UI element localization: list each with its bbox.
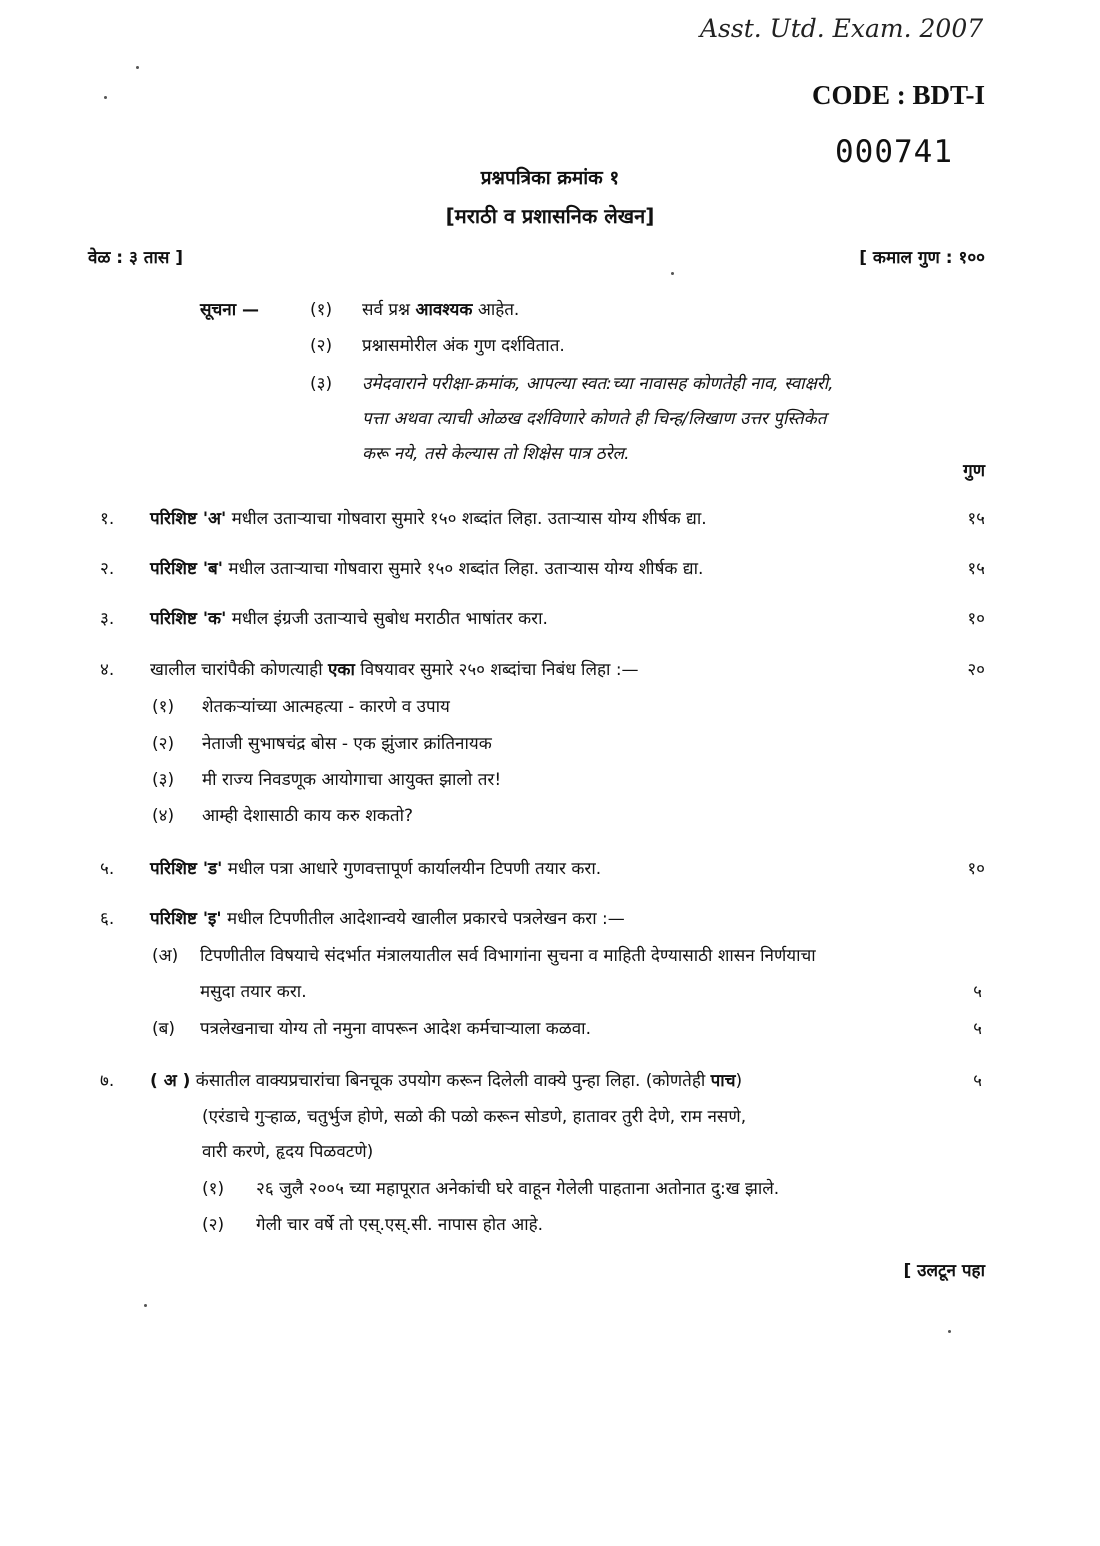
question-body: मधील पत्रा आधारे गुणवत्तापूर्ण कार्यालयीन टिपणी तयार करा. [222,859,602,879]
turn-over-note: [ उलटून पहा [903,1261,985,1281]
question-emphasis: पाच [710,1071,736,1091]
instruction-number: (३) [310,374,333,394]
sub-question: टिपणीतील विषयाचे संदर्भात मंत्रालयातील सर्व विभागांना सुचना व माहिती देण्यासाठी शासन निर्णयाचा [200,946,816,966]
question-body: मधील उताऱ्याचा गोषवारा सुमारे १५० शब्दांत लिहा. उताऱ्यास योग्य शीर्षक द्या. [222,559,704,579]
question-number: २. [100,559,115,579]
question-marks: १० [967,609,985,629]
marks-header: गुण [963,461,985,481]
instruction-line: पत्ता अथवा त्याची ओळख दर्शविणारे कोणते ही चिन्ह/लिखाण उत्तर पुस्तिकेत [362,409,827,429]
instructions-label: सूचना — [200,300,260,320]
time-allowed: वेळ : ३ तास ] [88,248,184,268]
sub-question: पत्रलेखनाचा योग्य तो नमुना वापरून आदेश कर्मचाऱ्याला कळवा. [200,1019,591,1039]
question-number: १. [100,509,115,529]
instruction-number: (२) [310,336,333,356]
sub-number: (३) [152,770,175,790]
question-marks: १५ [967,559,985,579]
sub-number: (ब) [152,1019,175,1039]
scan-speck [144,1304,147,1307]
handwritten-note: Asst. Utd. Exam. 2007 [700,14,984,43]
sentence: गेली चार वर्षे तो एस्.एस्.सी. नापास होत आहे. [256,1215,544,1235]
instruction-text: सर्व प्रश्न [362,300,416,320]
appendix-ref: परिशिष्ट 'ब' [150,559,223,579]
question-number: ५. [100,859,115,879]
question-text [150,556,703,579]
question-number: ६. [100,909,115,929]
question-text [150,506,707,529]
scan-speck [948,1330,951,1333]
question-text [150,1068,742,1091]
instruction-number: (१) [310,300,333,320]
question-body: खालील चारांपैकी कोणत्याही [150,660,329,680]
question-body: मधील इंग्रजी उताऱ्याचे सुबोध मराठीत भाषांतर करा. [226,609,548,629]
paper-title: प्रश्नपत्रिका क्रमांक १ [480,167,620,189]
question-marks: २० [967,660,985,680]
appendix-ref: परिशिष्ट 'इ' [150,909,222,929]
phrase-list: (एरंडाचे गुऱ्हाळ, चतुर्भुज होणे, सळो की पळो करून सोडणे, हातावर तुरी देणे, राम नसणे, [202,1107,747,1127]
question-body: कंसातील वाक्यप्रचारांचा बिनचूक उपयोग करून दिलेली वाक्ये पुन्हा लिहा. [190,1071,646,1091]
instruction-item: प्रश्नासमोरील अंक गुण दर्शवितात. [362,336,565,356]
essay-topic: नेताजी सुभाषचंद्र बोस - एक झुंजार क्रांतिनायक [202,734,492,754]
sub-number: (अ) [152,946,179,966]
scan-speck [104,96,107,99]
sub-marks: ५ [973,982,982,1002]
sub-number: (२) [152,734,175,754]
instruction-text: आहेत. [472,300,520,320]
sub-question-cont: मसुदा तयार करा. [200,982,307,1002]
sub-number: (२) [202,1215,225,1235]
question-marks: १० [967,859,985,879]
question-number: ४. [100,660,115,680]
question-text [150,657,639,680]
question-number: ७. [100,1071,115,1091]
serial-number: 000741 [835,134,953,170]
instruction-line: उमेदवाराने परीक्षा-क्रमांक, आपल्या स्वत:च्या नावासह कोणतेही नाव, स्वाक्षरी, [362,374,834,394]
question-body: विषयावर सुमारे २५० शब्दांचा निबंध लिहा :— [354,660,639,680]
instruction-line: करू नये, तसे केल्यास तो शिक्षेस पात्र ठरेल. [362,444,630,464]
question-text [150,906,625,929]
appendix-ref: परिशिष्ट 'क' [150,609,227,629]
max-marks: [ कमाल गुण : १०० [859,248,985,268]
essay-topic: मी राज्य निवडणूक आयोगाचा आयुक्त झालो तर! [202,770,502,790]
sentence: २६ जुलै २००५ च्या महापूरात अनेकांची घरे वाहून गेलेली पाहताना अतोनात दु:ख झाले. [256,1179,780,1199]
question-emphasis: एका [328,660,355,680]
instruction-emphasis: आवश्यक [415,300,473,320]
appendix-ref: परिशिष्ट 'ड' [150,859,223,879]
instruction-item [362,297,519,320]
essay-topic: आम्ही देशासाठी काय करु शकतो? [202,806,413,826]
question-marks: १५ [967,509,985,529]
scan-speck [136,66,139,69]
paper-code: CODE : BDT-I [811,80,985,110]
question-body: (कोणतेही [645,1071,711,1091]
sub-number: (४) [152,806,175,826]
essay-topic: शेतकऱ्यांच्या आत्महत्या - कारणे व उपाय [202,697,450,717]
appendix-ref: परिशिष्ट 'अ' [150,509,227,529]
question-text [150,606,548,629]
question-number: ३. [100,609,115,629]
sub-marks: ५ [973,1019,982,1039]
question-text [150,856,601,879]
sub-number: (१) [152,697,175,717]
sub-number: (१) [202,1179,225,1199]
scan-speck [671,272,674,275]
question-body: मधील उताऱ्याचा गोषवारा सुमारे १५० शब्दांत लिहा. उताऱ्यास योग्य शीर्षक द्या. [226,509,707,529]
paper-subtitle: [मराठी व प्रशासनिक लेखन] [445,204,655,228]
question-body: ) [735,1071,743,1091]
question-body: मधील टिपणीतील आदेशान्वये खालील प्रकारचे पत्रलेखन करा :— [221,909,625,929]
part-label: ( अ ) [150,1071,191,1091]
question-marks: ५ [973,1071,982,1091]
phrase-list: वारी करणे, हृदय पिळवटणे) [202,1142,374,1162]
